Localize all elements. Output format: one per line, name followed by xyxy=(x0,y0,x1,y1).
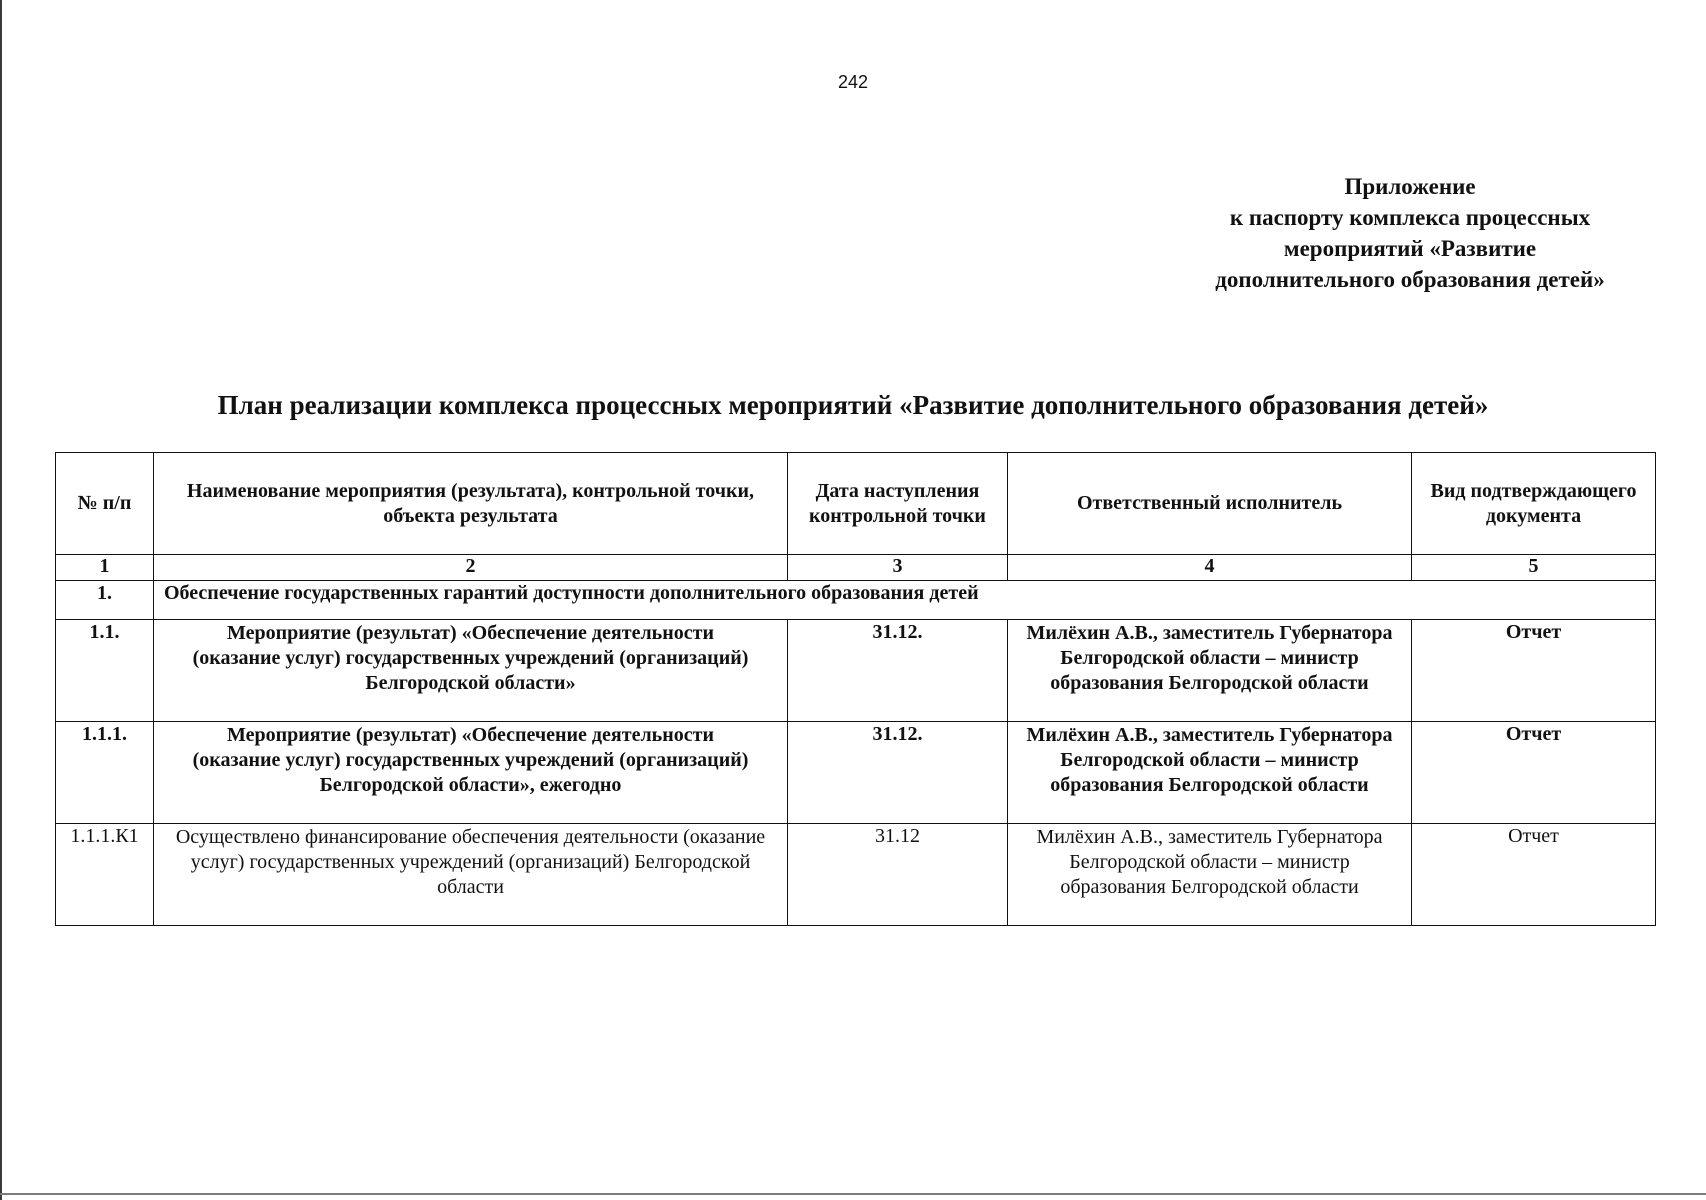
header-responsible: Ответственный исполнитель xyxy=(1008,453,1412,555)
scan-edge-bottom xyxy=(0,1193,1706,1195)
appendix-line: мероприятий «Развитие xyxy=(1283,236,1537,261)
column-number: 1 xyxy=(56,555,154,581)
header-date: Дата наступления контрольной точки xyxy=(788,453,1008,555)
row-responsible xyxy=(1008,722,1412,824)
page-number: 242 xyxy=(837,72,869,92)
section-title: Обеспечение государственных гарантий доступности дополнительного образования детей xyxy=(154,581,1656,620)
row-number: 1.1.1. xyxy=(56,722,154,824)
section-number: 1. xyxy=(56,581,154,620)
row-document: Отчет xyxy=(1412,722,1656,824)
appendix-line: к паспорту комплекса процессных xyxy=(1229,205,1591,230)
row-responsible xyxy=(1008,824,1412,926)
row-document: Отчет xyxy=(1412,824,1656,926)
row-date: 31.12 xyxy=(788,824,1008,926)
column-number: 3 xyxy=(788,555,1008,581)
row-name-text: Мероприятие (результат) «Обеспечение деятельности (оказание услуг) государственных учреждений (организаций) Белгородской области», ежегодно xyxy=(192,724,749,796)
column-number: 4 xyxy=(1008,555,1412,581)
column-number: 5 xyxy=(1412,555,1656,581)
table-header-row xyxy=(56,453,1656,555)
row-name-text: Мероприятие (результат) «Обеспечение деятельности (оказание услуг) государственных учреждений (организаций) Белгородской области» xyxy=(192,622,749,694)
header-name: Наименование мероприятия (результата), контрольной точки, объекта результата xyxy=(154,453,788,555)
table-row xyxy=(56,824,1656,926)
appendix-block xyxy=(1160,171,1660,295)
plan-table xyxy=(55,452,1656,926)
row-responsible-text: Милёхин А.В., заместитель Губернатора Белгородской области – министр образования Белгородской области xyxy=(1026,622,1393,694)
table-row xyxy=(56,620,1656,722)
section-row xyxy=(56,581,1656,620)
row-name-text: Осуществлено финансирование обеспечения деятельности (оказание услуг) государственных учреждений (организаций) Белгородской области xyxy=(175,826,766,898)
table-row xyxy=(56,722,1656,824)
row-number: 1.1. xyxy=(56,620,154,722)
row-name xyxy=(154,824,788,926)
header-number: № п/п xyxy=(56,453,154,555)
appendix-line: Приложение xyxy=(1344,174,1476,199)
row-number: 1.1.1.К1 xyxy=(56,824,154,926)
column-number: 2 xyxy=(154,555,788,581)
scan-edge-left xyxy=(0,0,2,1200)
row-date: 31.12. xyxy=(788,722,1008,824)
row-responsible-text: Милёхин А.В., заместитель Губернатора Белгородской области – министр образования Белгородской области xyxy=(1036,826,1383,898)
page-title: План реализации комплекса процессных мероприятий «Развитие дополнительного образования детей» xyxy=(217,390,1489,420)
row-name xyxy=(154,722,788,824)
header-document: Вид подтверждающего документа xyxy=(1412,453,1656,555)
row-document: Отчет xyxy=(1412,620,1656,722)
appendix-line: дополнительного образования детей» xyxy=(1215,267,1605,292)
row-responsible xyxy=(1008,620,1412,722)
column-number-row xyxy=(56,555,1656,581)
row-date: 31.12. xyxy=(788,620,1008,722)
row-responsible-text: Милёхин А.В., заместитель Губернатора Белгородской области – министр образования Белгородской области xyxy=(1026,724,1393,796)
row-name xyxy=(154,620,788,722)
